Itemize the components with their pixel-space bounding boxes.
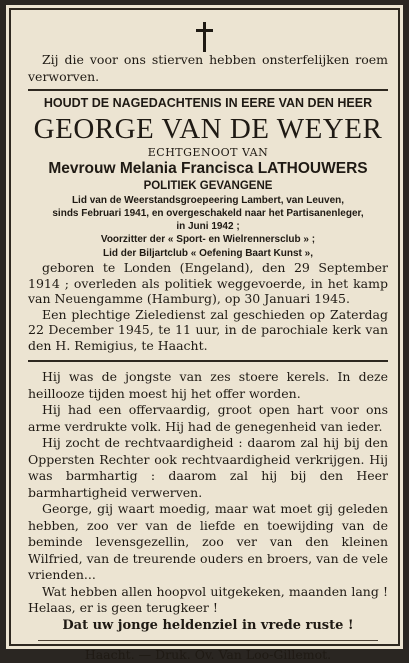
resistance-line: sinds Februari 1941, en overgeschakeld naar het Partisanenleger,: [52, 208, 364, 219]
clubs-block: [28, 233, 388, 260]
paragraph: Hij was de jongste van zes stoere kerels. In deze heillooze tijden moest hij het offer worden.: [28, 369, 388, 401]
paragraph: Wat hebben allen hoopvol uitgekeken, maanden lang ! Helaas, er is geen terugkeer !: [28, 583, 388, 615]
divider: [28, 360, 388, 362]
paragraph: Hij had een offervaardig, groot open hart voor ons arme verdrukte volk. Hij had de genegenheid van ieder.: [28, 402, 388, 434]
resistance-block: [28, 194, 388, 233]
paragraph: Hij zocht de rechtvaardigheid : daarom zal hij bij den Oppersten Rechter ook rechtvaardigheid verkrijgen. Hij was barmhartig : daarom zal hij bij den Heer barmhartigheid verwerven.: [28, 435, 388, 500]
status: POLITIEK GEVANGENE: [143, 180, 273, 192]
card-text: [28, 52, 388, 663]
service-notice: Een plechtige Zieledienst zal geschieden op Zaterdag 22 December 1945, te 11 uur, in de parochiale kerk van den H. Remigius, te Haacht.: [28, 306, 388, 353]
spouse-name: Mevrouw Melania Francisca LATHOUWERS: [48, 160, 368, 177]
memorial-card: [6, 5, 403, 662]
divider: [28, 89, 388, 91]
resistance-line: in Juni 1942 ;: [176, 221, 240, 232]
birth-death: geboren te Londen (Engeland), den 29 September 1914 ; overleden als politiek weggevoerde, in het kamp van Neuengamme (Hamburg), op 30 Januari 1945.: [28, 260, 388, 306]
paragraph: George, gij waart moedig, maar wat moet gij geleden hebben, zoo ver van de liefde en toewijding van de beminde levensgezellin, zoo ver van den kleinen Wilfried, van de treurende ouders en broers, van de vele vrienden...: [28, 501, 388, 582]
divider: [38, 640, 378, 641]
memorial-heading: HOUDT DE NAGEDACHTENIS IN EERE VAN DEN HEER: [43, 96, 373, 110]
cross-icon: [195, 22, 215, 52]
club-line: Voorzitter der « Sport- en Wielrennersclub » ;: [100, 234, 316, 245]
spouse-label: ECHTGENOOT VAN: [147, 146, 269, 159]
closing-prayer: Dat uw jonge heldenziel in vrede ruste !: [62, 617, 354, 633]
deceased-name: GEORGE VAN DE WEYER: [33, 113, 383, 145]
intro-quote: Zij die voor ons stierven hebben onsterfelijken roem verworven.: [28, 52, 388, 84]
printer-credit: Haacht. — Druk. Ov. Van Loo-Gillemot.: [84, 646, 332, 662]
resistance-line: Lid van de Weerstandsgroepeering Lambert, van Leuven,: [71, 195, 345, 206]
club-line: Lid der Biljartclub « Oefening Baart Kunst »,: [102, 247, 314, 259]
